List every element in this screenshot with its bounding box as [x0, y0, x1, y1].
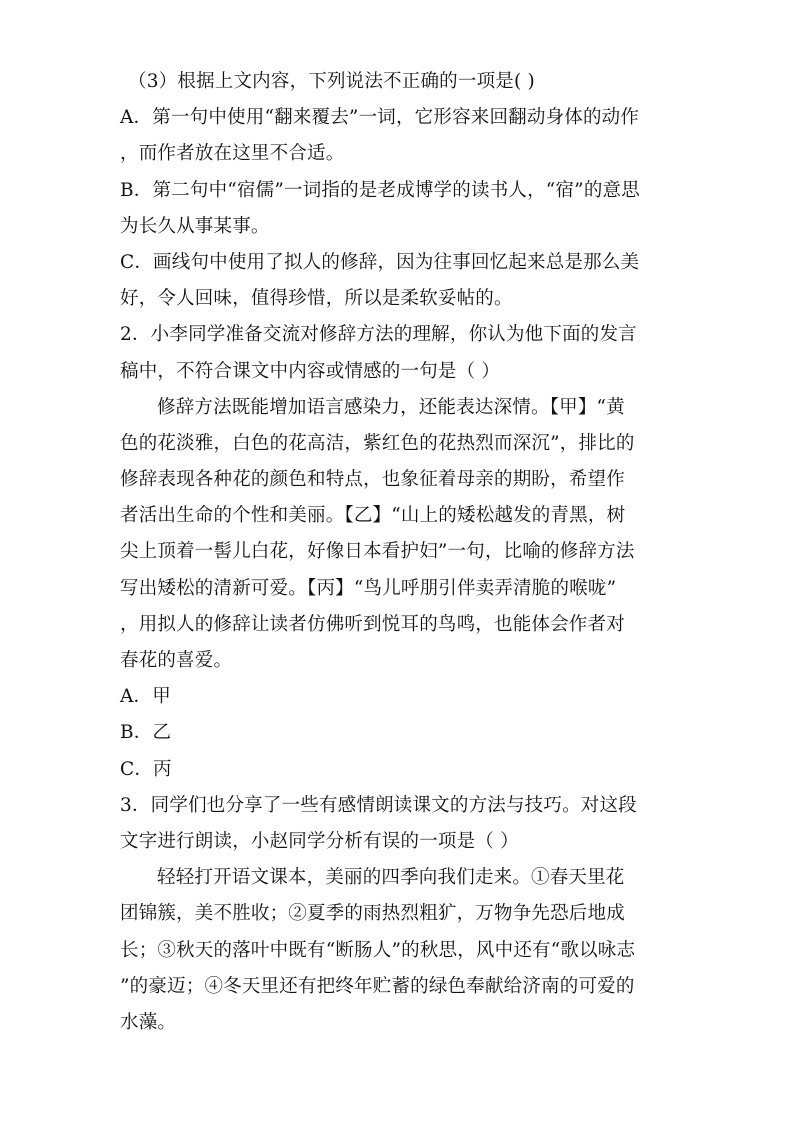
- passage-1-line-4: 者活出生命的个性和美丽。【乙】“山上的矮松越发的青黑，树: [120, 505, 626, 527]
- question-2-stem-line-2: 稿中，不符合课文中内容或情感的一句是（ ）: [120, 360, 501, 382]
- passage-1-line-3: 修辞表现各种花的颜色和特点，也象征着母亲的期盼，希望作: [120, 469, 625, 491]
- option-c-line-1: C．画线句中使用了拟人的修辞，因为往事回忆起来总是那么美: [120, 251, 640, 273]
- question-2-option-c: C．丙: [120, 758, 172, 780]
- passage-2-line-3: 长；③秋天的落叶中既有“断肠人”的秋思，风中还有“歌以咏志: [120, 939, 636, 961]
- option-b-line-2: 为长久从事某事。: [120, 215, 270, 237]
- passage-1-line-7: ，用拟人的修辞让读者仿佛听到悦耳的鸟鸣，也能体会作者对: [120, 613, 625, 635]
- question-2-stem-line-1: 2．小李同学准备交流对修辞方法的理解，你认为他下面的发言: [120, 324, 637, 346]
- passage-1-line-2: 色的花淡雅，白色的花高洁，紫红色的花热烈而深沉”，排比的: [120, 432, 635, 454]
- question-3-stem-line-1: 3．同学们也分享了一些有感情朗读课文的方法与技巧。对这段: [120, 794, 637, 816]
- option-a-line-2: ，而作者放在这里不合适。: [120, 143, 345, 165]
- document-body: [120, 64, 675, 1041]
- option-b-line-1: B．第二句中“宿儒”一词指的是老成博学的读书人，“宿”的意思: [120, 179, 640, 201]
- passage-2-line-1: 轻轻打开语文课本，美丽的四季向我们走来。①春天里花: [157, 867, 625, 889]
- passage-1-line-1: 修辞方法既能增加语言感染力，还能表达深情。【甲】“黄: [157, 396, 625, 418]
- question-2-option-b: B．乙: [120, 722, 172, 744]
- passage-2-line-2: 团锦簇，美不胜收；②夏季的雨热烈粗犷，万物争先恐后地成: [120, 903, 625, 925]
- passage-1-line-6: 写出矮松的清新可爱。【丙】“鸟儿呼朋引伴卖弄清脆的喉咙”: [120, 577, 617, 599]
- question-2-option-a: A．甲: [120, 686, 171, 708]
- passage-2-line-5: 水藻。: [120, 1011, 177, 1033]
- passage-2-line-4: ”的豪迈；④冬天里还有把终年贮蓄的绿色奉献给济南的可爱的: [120, 975, 635, 997]
- question-3-sub3-stem: （3）根据上文内容，下列说法不正确的一项是( ): [128, 71, 535, 92]
- passage-1-line-5: 尖上顶着一髻儿白花，好像日本看护妇”一句，比喻的修辞方法: [120, 541, 635, 563]
- option-c-line-2: 好，令人回味，值得珍惜，所以是柔软妥帖的。: [120, 288, 513, 310]
- option-a-line-1: A．第一句中使用“翻来覆去”一词，它形容来回翻动身体的动作: [120, 107, 640, 129]
- question-3-stem-line-2: 文字进行朗读，小赵同学分析有误的一项是（ ）: [120, 830, 519, 852]
- passage-1-line-8: 春花的喜爱。: [120, 650, 233, 671]
